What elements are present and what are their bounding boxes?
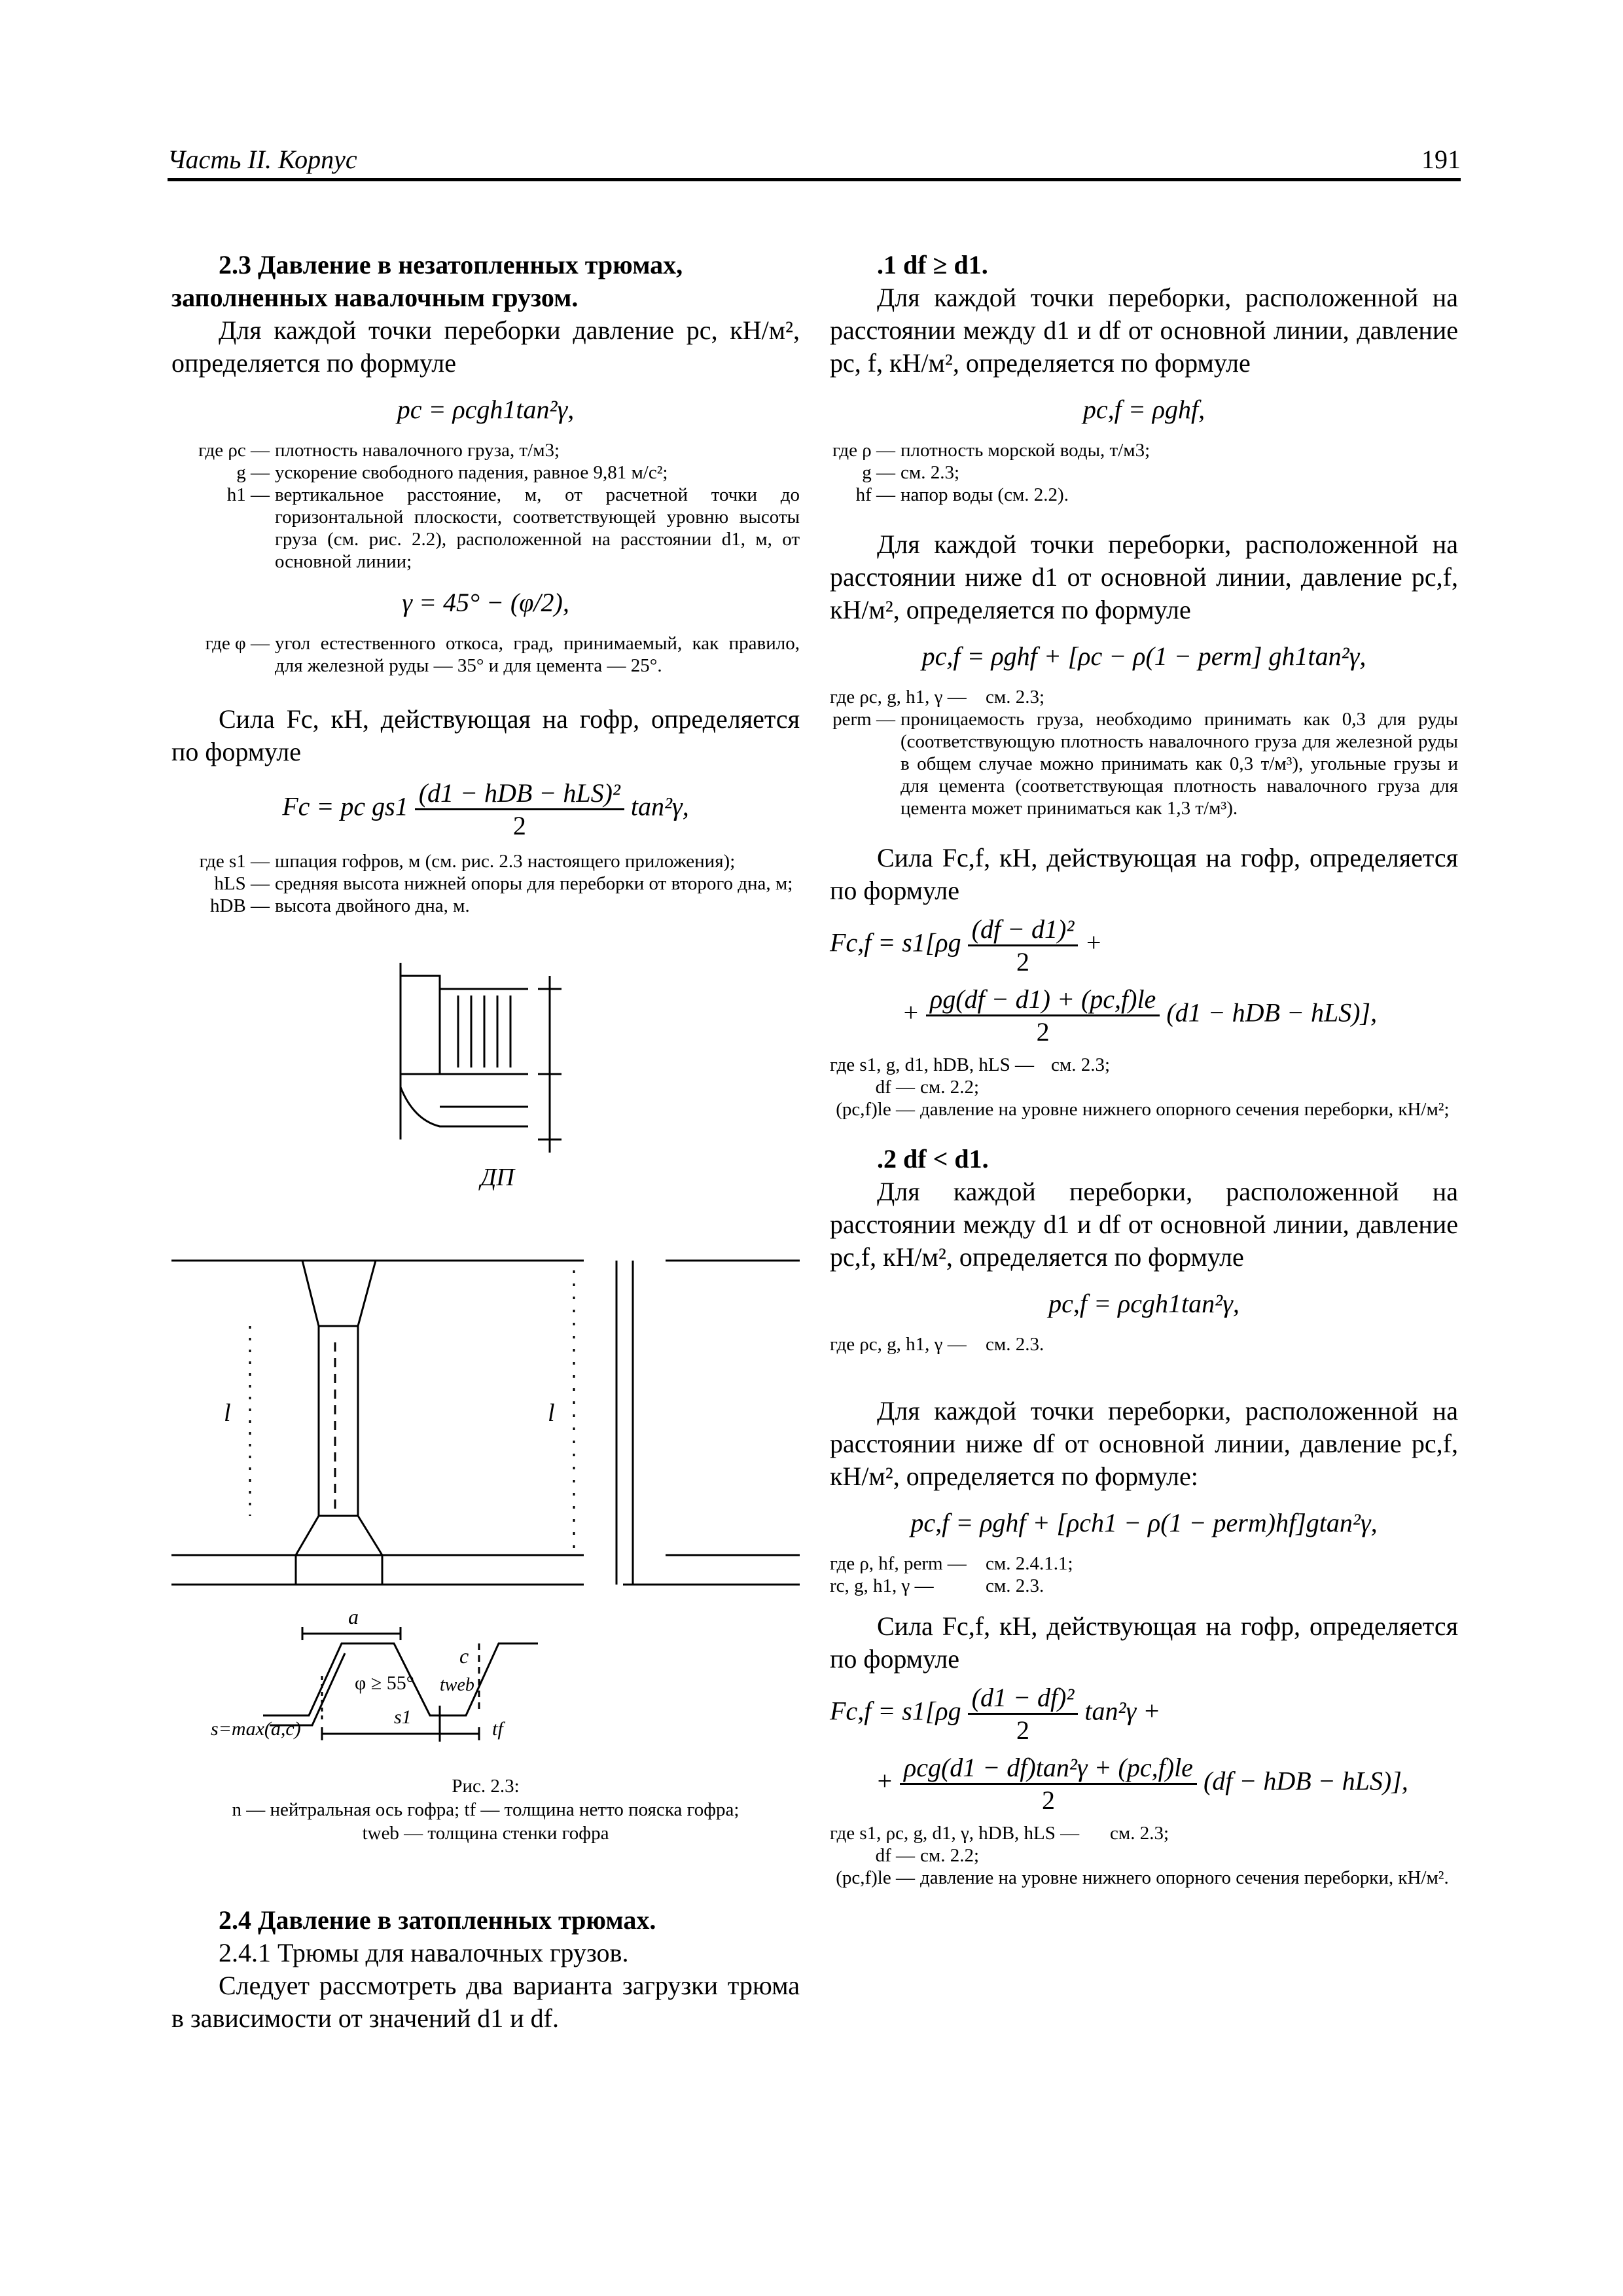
where-key: где s1 — [199,851,270,872]
where-key: hf — [855,484,895,505]
fraction [900,1752,1197,1816]
formula-part: + [1084,927,1103,958]
where-value: плотность морской воды, т/м3; [901,440,1150,461]
formula-fcf-1a [830,914,1458,977]
case-2-heading: .2 df < d1. [877,1144,989,1174]
where-list-1 [171,439,800,573]
where-key: где ρc — [198,440,270,461]
where-value: ускорение свободного падения, равное 9,81 м/с²; [275,462,668,483]
where-value: вертикальное расстояние, м, от расчетной точки до горизонтальной плоскости, соответствующей уровню высоты груза (см. рис. 2.2), расположенной на расстоянии d1, м, от основной линии; [275,484,800,572]
subsection-2-4-1: 2.4.1 Трюмы для навалочных грузов. [219,1938,629,1967]
where-key: g — [862,462,895,483]
formula-pcf-1: pc,f = ρghf, [1082,395,1205,424]
where-value: см. 2.3. [986,1334,1044,1355]
where-value: высота двойного дна, м. [275,895,470,916]
where-key: df — [875,1077,915,1098]
formula-part: tan²γ, [630,791,689,821]
s23-paragraph-2: Сила Fc, кН, действующая на гофр, определяется по формуле [171,704,800,766]
numerator: (df − d1)² [968,914,1079,946]
formula-fcf-1b [902,984,1458,1047]
case-1-paragraph-3: Сила Fc,f, кН, действующая на гофр, определяется по формуле [830,843,1458,905]
formula-part: (d1 − hDB − hLS)], [1166,997,1378,1028]
case-2-paragraph-3: Сила Fc,f, кН, действующая на гофр, определяется по формуле [830,1611,1458,1674]
figure-caption-line-2: n — нейтральная ось гофра; tf — толщина нетто пояска гофра; [232,1799,740,1820]
where-list-r3 [830,1054,1458,1121]
dp-label: ДП [480,1164,514,1191]
case-2-paragraph-2: Для каждой точки переборки, расположенной на расстоянии ниже df от основной линии, давление pc,f, кН/м², определяется по формуле: [830,1396,1458,1491]
formula-fcf-2b [876,1752,1458,1816]
height-label-left: l [224,1399,231,1427]
page-number: 191 [1421,145,1461,174]
where-key: hLS — [214,873,270,894]
s23-paragraph-1: Для каждой точки переборки давление pc, кН/м², определяется по формуле [171,315,800,378]
section-2-4-heading: 2.4 Давление в затопленных трюмах. [219,1905,656,1935]
bulkhead-elevation [171,1261,800,1585]
numerator: ρcg(d1 − df)tan²γ + (pc,f)le [900,1752,1197,1785]
case-1-paragraph-1: Для каждой точки переборки, расположенной на расстоянии между d1 и df от основной линии, давление pc, f, кН/м², определяется по формуле [830,283,1458,378]
where-key: где ρ — [832,440,895,461]
denominator: 2 [1016,1715,1029,1745]
where-key: (pc,f)le — [836,1867,915,1888]
where-value: угол естественного откоса, град, принимаемый, как правило, для железной руды — 35° и для цемента — 25°. [275,633,800,676]
where-list-3 [171,850,800,917]
where-key: rc, g, h1, γ — [830,1575,934,1596]
numerator: ρg(df − d1) + (pc,f)le [926,984,1160,1016]
fraction [968,914,1079,977]
where-list-2 [171,632,800,677]
where-key: где ρ, hf, perm — [830,1553,967,1574]
where-value: средняя высота нижней опоры для переборки от второго дна, м; [275,873,793,894]
fraction [968,1682,1079,1746]
figure-caption-line-3: tweb — толщина стенки гофра [362,1823,609,1844]
smax-label: s=max(a,c) [211,1718,301,1740]
formula-pcf-4: pc,f = ρghf + [ρch1 − ρ(1 − perm)hf]gtan²γ, [910,1508,1378,1537]
right-column [830,249,1458,1889]
where-key: perm — [832,709,895,730]
fraction [415,778,624,841]
case-1-paragraph-2: Для каждой точки переборки, расположенной на расстоянии ниже d1 от основной линии, давление pc,f, кН/м², определяется по формуле [830,529,1458,624]
where-key: где s1, ρc, g, d1, γ, hDB, hLS — [830,1823,1080,1844]
where-value: проницаемость груза, необходимо принимать как 0,3 для руды (соответствующую плотность навалочного груза для железной руды в общем случае можно принимать как 0,3 т/м³), угольные грузы и для цемента (соответствующая плотность навалочного груза для цемента может приниматься как 1,3 т/м³). [901,709,1458,819]
formula-part: tan²γ + [1084,1696,1161,1726]
where-value: см. 2.3; [986,687,1045,708]
where-value: давление на уровне нижнего опорного сечения переборки, кН/м²; [920,1099,1450,1120]
running-title: Часть II. Корпус [168,145,357,174]
figure-2-3 [171,924,800,1748]
where-value: шпация гофров, м (см. рис. 2.3 настоящего приложения); [275,851,736,872]
left-column [171,249,800,2035]
formula-pcf-3: pc,f = ρcgh1tan²γ, [1048,1289,1240,1318]
where-value: см. 2.2; [920,1845,980,1866]
where-value: см. 2.4.1.1; [986,1553,1073,1574]
tf-label: tf [492,1718,503,1740]
s1-label: s1 [394,1706,412,1728]
where-value: см. 2.3; [901,462,960,483]
denominator: 2 [1016,947,1029,977]
height-label-right: l [548,1399,555,1427]
where-key: h1 — [226,484,270,505]
hopper-sketch [401,963,562,1153]
where-value: давление на уровне нижнего опорного сечения переборки, кН/м². [920,1867,1449,1888]
formula-fc [171,778,800,841]
numerator: (d1 − df)² [968,1682,1079,1715]
where-value: см. 2.3; [1051,1054,1111,1075]
page-header [168,144,1461,179]
where-value: см. 2.2; [920,1077,980,1098]
where-list-r1 [830,439,1458,506]
formula-pc: pc = ρcgh1tan²γ, [397,395,575,424]
formula-pcf-2: pc,f = ρghf + [ρc − ρ(1 − perm] gh1tan²γ, [921,641,1366,671]
formula-part: Fc = pc gs1 [282,791,408,821]
where-list-r4 [830,1333,1458,1355]
where-list-r2 [830,686,1458,819]
s24-paragraph: Следует рассмотреть два варианта загрузки трюма в зависимости от значений d1 и df. [171,1971,800,2033]
section-2-3-heading: 2.3 Давление в незатопленных трюмах, заполненных навалочным грузом. [171,250,683,312]
formula-fcf-2a [830,1682,1458,1746]
denominator: 2 [512,811,526,840]
where-key: где φ — [205,633,270,654]
where-key: hDB — [209,895,270,916]
where-key: где ρc, g, h1, γ — [830,687,967,708]
where-list-r5 [830,1552,1458,1597]
tweb-label: tweb [440,1675,474,1695]
denominator: 2 [1036,1017,1050,1047]
formula-part: + [902,997,919,1028]
denominator: 2 [1041,1785,1055,1815]
where-value: напор воды (см. 2.2). [901,484,1069,505]
angle-label: φ ≥ 55° [355,1672,414,1694]
fraction [926,984,1160,1047]
where-value: плотность навалочного груза, т/м3; [275,440,560,461]
where-key: (pc,f)le — [836,1099,915,1120]
formula-part: Fc,f = s1[ρg [830,1696,961,1726]
formula-gamma: γ = 45° − (φ/2), [402,588,569,617]
formula-part: Fc,f = s1[ρg [830,927,961,958]
case-2-paragraph-1: Для каждой переборки, расположенной на расстоянии между d1 и df от основной линии, давление pc,f, кН/м², определяется по формуле [830,1177,1458,1272]
where-key: df — [875,1845,915,1866]
figure-caption-title: Рис. 2.3: [452,1776,520,1797]
where-list-r6 [830,1822,1458,1889]
where-key: g — [236,462,270,483]
header-rule [168,178,1461,181]
where-value: см. 2.3; [1110,1823,1169,1844]
formula-part: + [876,1766,893,1796]
dim-c-label: c [459,1644,469,1668]
dim-a-label: a [348,1605,359,1628]
where-value: см. 2.3. [986,1575,1044,1596]
case-1-heading: .1 df ≥ d1. [877,250,988,279]
numerator: (d1 − hDB − hLS)² [415,778,624,810]
where-key: где s1, g, d1, hDB, hLS — [830,1054,1034,1075]
where-key: где ρc, g, h1, γ — [830,1334,967,1355]
formula-part: (df − hDB − hLS)], [1203,1766,1408,1796]
